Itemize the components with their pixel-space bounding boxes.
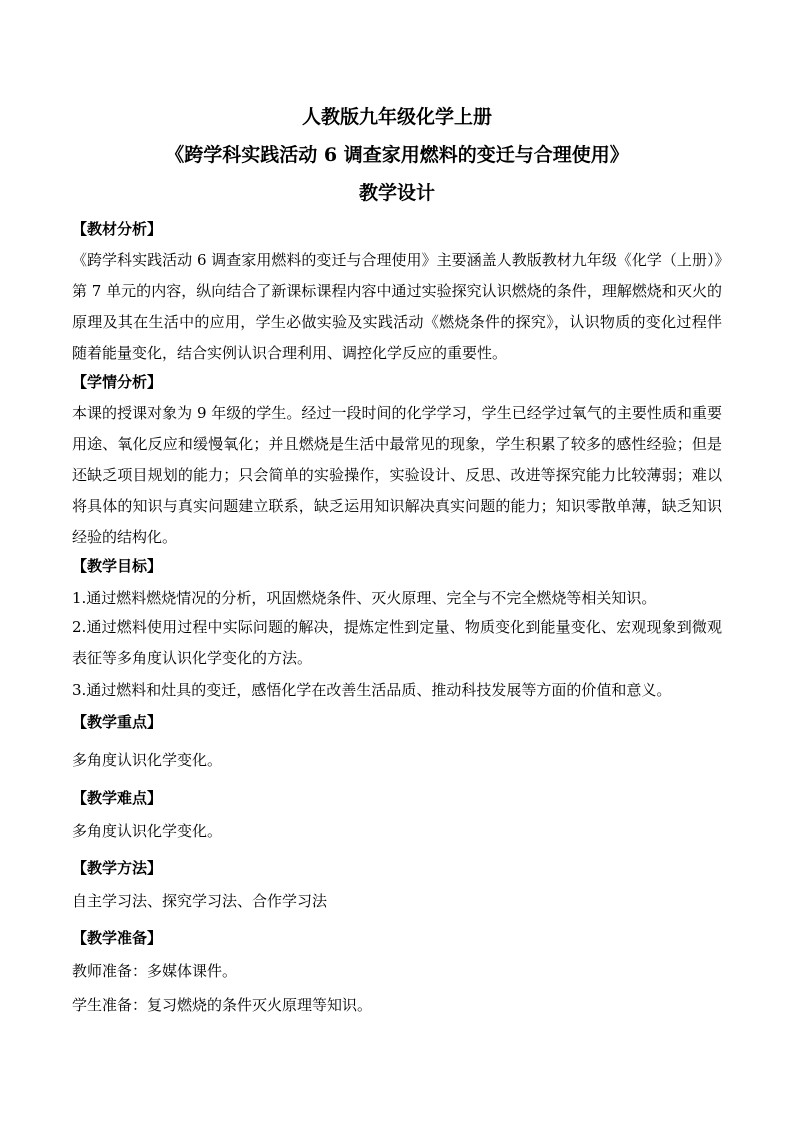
doc-title-line3: 教学设计	[358, 182, 435, 204]
goal-item-1: 1.通过燃料燃烧情况的分析，巩固燃烧条件、灭火原理、完全与不完全燃烧等相关知识。	[72, 589, 657, 607]
document-page	[72, 100, 722, 1016]
textbook-analysis-body: 《跨学科实践活动 6 调查家用燃料的变迁与合理使用》主要涵盖人教版教材九年级《化学（上册）》第 7 单元的内容，纵向结合了新课标课程内容中通过实验探究认识燃烧的条件，理解燃烧和灭火的原理及其在生活中的应用，学生必做实验及实践活动《燃烧条件的探究》，认识物质的变化过程伴随着能量变化，结合实例认识合理利用、调控化学反应的重要性。	[72, 251, 722, 362]
methods-body: 自主学习法、探究学习法、合作学习法	[72, 892, 328, 910]
heading-key-points: 【教学重点】	[72, 713, 163, 731]
heading-preparation: 【教学准备】	[72, 929, 163, 947]
goal-item-3: 3.通过燃料和灶具的变迁，感悟化学在改善生活品质、推动科技发展等方面的价值和意义。	[72, 681, 672, 699]
heading-difficulties: 【教学难点】	[72, 789, 163, 807]
student-analysis-body: 本课的授课对象为 9 年级的学生。经过一段时间的化学学习，学生已经学过氧气的主要性质和重要用途、氧化反应和缓慢氧化；并且燃烧是生活中最常见的现象，学生积累了较多的感性经验；但是还缺乏项目规划的能力；只会简单的实验操作，实验设计、反思、改进等探究能力比较薄弱；难以将具体的知识与真实问题建立联系，缺乏运用知识解决真实问题的能力；知识零散单薄，缺乏知识经验的结构化。	[72, 404, 722, 546]
heading-methods: 【教学方法】	[72, 859, 163, 877]
preparation-teacher: 教师准备：多媒体课件。	[72, 962, 238, 980]
heading-textbook-analysis: 【教材分析】	[72, 220, 163, 238]
preparation-student: 学生准备：复习燃烧的条件灭火原理等知识。	[72, 996, 373, 1014]
goal-item-2: 2.通过燃料使用过程中实际问题的解决，提炼定性到定量、物质变化到能量变化、宏观现象到微观表征等多角度认识化学变化的方法。	[72, 618, 722, 667]
doc-title-line1: 人教版九年级化学上册	[301, 106, 492, 128]
key-points-body: 多角度认识化学变化。	[72, 751, 223, 769]
heading-goals: 【教学目标】	[72, 557, 163, 575]
difficulties-body: 多角度认识化学变化。	[72, 822, 223, 840]
doc-title-line2: 《跨学科实践活动 6 调查家用燃料的变迁与合理使用》	[165, 144, 629, 166]
heading-student-analysis: 【学情分析】	[72, 373, 163, 391]
